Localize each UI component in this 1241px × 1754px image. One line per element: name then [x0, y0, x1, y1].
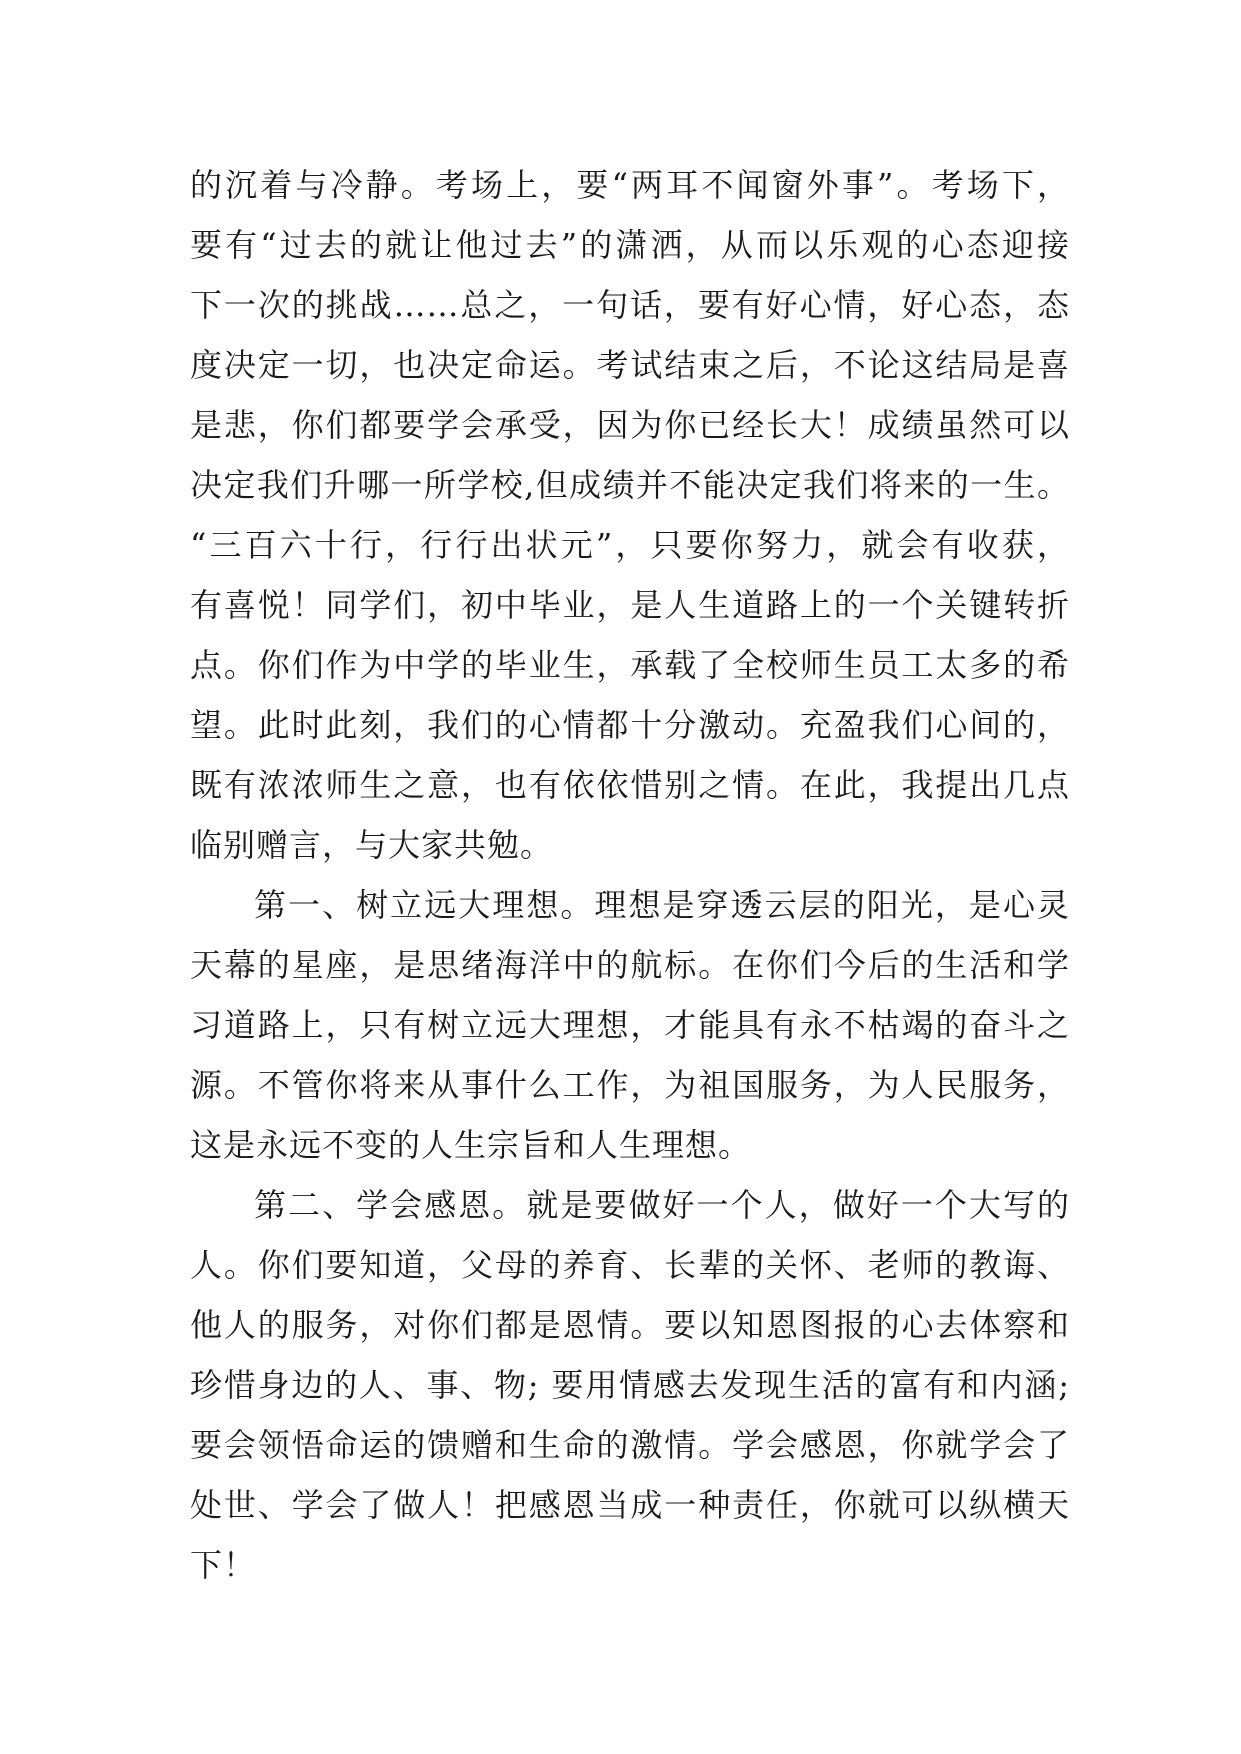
- text-line: 决定我们升哪一所学校,但成绩并不能决定我们将来的一生。: [190, 466, 1070, 504]
- text-line: 源。不管你将来从事什么工作，为祖国服务，为人民服务，: [190, 1066, 1070, 1104]
- text-line: 既有浓浓师生之意，也有依依惜别之情。在此，我提出几点: [190, 766, 1070, 804]
- text-line: 有喜悦！同学们，初中毕业，是人生道路上的一个关键转折: [190, 586, 1070, 624]
- text-line: 人。你们要知道，父母的养育、长辈的关怀、老师的教诲、: [190, 1246, 1070, 1284]
- paragraph-heading-line: 第一、树立远大理想。理想是穿透云层的阳光，是心灵: [254, 886, 1070, 924]
- text-line: 要会领悟命运的馈赠和生命的激情。学会感恩，你就学会了: [190, 1426, 1070, 1464]
- text-line: 下！: [190, 1546, 257, 1584]
- text-line: 临别赠言，与大家共勉。: [190, 826, 554, 864]
- text-line: 处世、学会了做人！把感恩当成一种责任，你就可以纵横天: [190, 1486, 1070, 1524]
- text-line: 望。此时此刻，我们的心情都十分激动。充盈我们心间的，: [190, 706, 1070, 744]
- text-line: 珍惜身边的人、事、物; 要用情感去发现生活的富有和内涵;: [190, 1366, 1070, 1404]
- text-line: “三百六十行，行行出状元”，只要你努力，就会有收获，: [190, 526, 1070, 564]
- text-line: 天幕的星座，是思绪海洋中的航标。在你们今后的生活和学: [190, 946, 1070, 984]
- paragraph-heading-line: 第二、学会感恩。就是要做好一个人，做好一个大写的: [254, 1186, 1070, 1224]
- text-line: 是悲，你们都要学会承受，因为你已经长大！成绩虽然可以: [190, 406, 1070, 444]
- text-line: 下一次的挑战……总之，一句话，要有好心情，好心态，态: [190, 286, 1070, 324]
- text-line: 要有“过去的就让他过去”的潇洒，从而以乐观的心态迎接: [190, 226, 1070, 264]
- text-line: 习道路上，只有树立远大理想，才能具有永不枯竭的奋斗之: [190, 1006, 1070, 1044]
- body-text: [190, 155, 1070, 1595]
- text-line: 度决定一切，也决定命运。考试结束之后，不论这结局是喜: [190, 346, 1070, 384]
- text-line: 他人的服务，对你们都是恩情。要以知恩图报的心去体察和: [190, 1306, 1070, 1344]
- text-line: 的沉着与冷静。考场上，要“两耳不闻窗外事”。考场下，: [190, 166, 1070, 204]
- text-line: 这是永远不变的人生宗旨和人生理想。: [190, 1126, 752, 1164]
- text-line: 点。你们作为中学的毕业生，承载了全校师生员工太多的希: [190, 646, 1070, 684]
